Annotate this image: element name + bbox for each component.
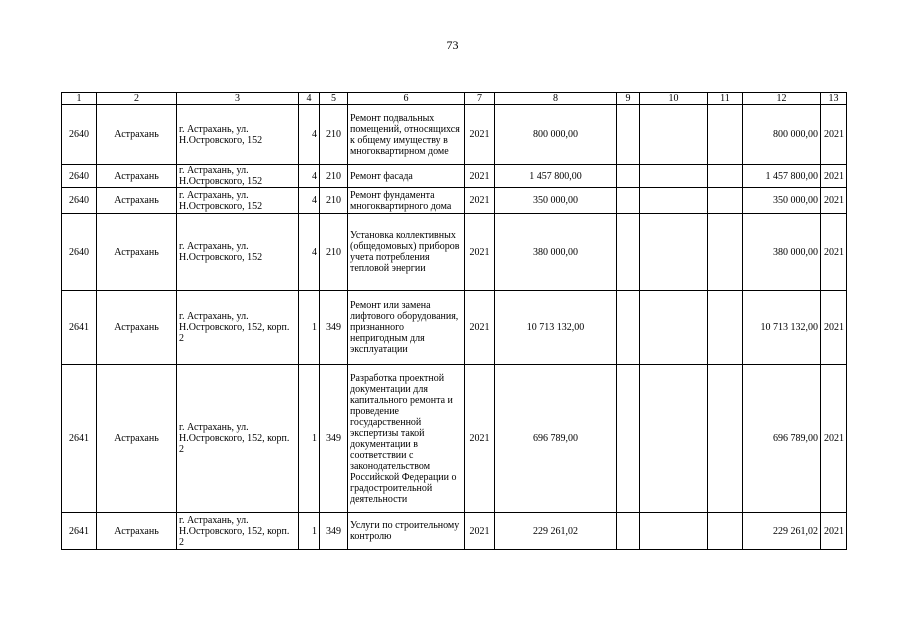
cell-work: Установка коллективных (общедомовых) приборов учета потребления тепловой энергии bbox=[348, 214, 465, 291]
cell-cost: 229 261,02 bbox=[495, 513, 617, 550]
cell-c10 bbox=[640, 365, 708, 513]
cell-year: 2021 bbox=[465, 188, 495, 214]
cell-address: г. Астрахань, ул. Н.Островского, 152 bbox=[177, 105, 299, 165]
col-header: 10 bbox=[640, 93, 708, 105]
col-header: 1 bbox=[62, 93, 97, 105]
cell-floors: 4 bbox=[299, 188, 320, 214]
cell-year-end: 2021 bbox=[821, 214, 847, 291]
cell-id: 2640 bbox=[62, 105, 97, 165]
cell-city: Астрахань bbox=[97, 188, 177, 214]
cell-floors: 4 bbox=[299, 165, 320, 188]
cell-cost: 10 713 132,00 bbox=[495, 291, 617, 365]
cell-total: 1 457 800,00 bbox=[743, 165, 821, 188]
cell-address: г. Астрахань, ул. Н.Островского, 152, корп. 2 bbox=[177, 291, 299, 365]
col-header: 2 bbox=[97, 93, 177, 105]
cell-cost: 696 789,00 bbox=[495, 365, 617, 513]
cell-city: Астрахань bbox=[97, 513, 177, 550]
cell-c10 bbox=[640, 165, 708, 188]
cell-c11 bbox=[708, 513, 743, 550]
cell-total: 10 713 132,00 bbox=[743, 291, 821, 365]
cell-city: Астрахань bbox=[97, 105, 177, 165]
cell-c10 bbox=[640, 105, 708, 165]
col-header: 4 bbox=[299, 93, 320, 105]
cell-year-end: 2021 bbox=[821, 365, 847, 513]
cell-area: 210 bbox=[320, 105, 348, 165]
cell-c11 bbox=[708, 105, 743, 165]
col-header: 7 bbox=[465, 93, 495, 105]
table-row bbox=[62, 291, 847, 365]
cell-address: г. Астрахань, ул. Н.Островского, 152 bbox=[177, 188, 299, 214]
cell-year-end: 2021 bbox=[821, 513, 847, 550]
table-row bbox=[62, 214, 847, 291]
cell-area: 349 bbox=[320, 291, 348, 365]
cell-area: 349 bbox=[320, 365, 348, 513]
cell-floors: 1 bbox=[299, 291, 320, 365]
cell-c9 bbox=[617, 214, 640, 291]
cell-c10 bbox=[640, 291, 708, 365]
col-header: 9 bbox=[617, 93, 640, 105]
cell-c9 bbox=[617, 165, 640, 188]
cell-city: Астрахань bbox=[97, 291, 177, 365]
cell-id: 2641 bbox=[62, 513, 97, 550]
cell-c11 bbox=[708, 214, 743, 291]
cell-c10 bbox=[640, 513, 708, 550]
table-row bbox=[62, 165, 847, 188]
cell-area: 349 bbox=[320, 513, 348, 550]
cell-year-end: 2021 bbox=[821, 105, 847, 165]
cell-floors: 4 bbox=[299, 105, 320, 165]
cell-c11 bbox=[708, 291, 743, 365]
cell-year-end: 2021 bbox=[821, 188, 847, 214]
table-row bbox=[62, 188, 847, 214]
cell-total: 696 789,00 bbox=[743, 365, 821, 513]
cell-year: 2021 bbox=[465, 513, 495, 550]
cell-c9 bbox=[617, 291, 640, 365]
cell-work: Ремонт подвальных помещений, относящихся к общему имуществу в многоквартирном доме bbox=[348, 105, 465, 165]
cell-year-end: 2021 bbox=[821, 291, 847, 365]
header-row bbox=[62, 93, 847, 105]
cell-city: Астрахань bbox=[97, 214, 177, 291]
table-row bbox=[62, 365, 847, 513]
col-header: 5 bbox=[320, 93, 348, 105]
cell-address: г. Астрахань, ул. Н.Островского, 152, корп. 2 bbox=[177, 513, 299, 550]
cell-total: 380 000,00 bbox=[743, 214, 821, 291]
cell-area: 210 bbox=[320, 214, 348, 291]
table-row bbox=[62, 513, 847, 550]
cell-city: Астрахань bbox=[97, 365, 177, 513]
cell-year: 2021 bbox=[465, 214, 495, 291]
cell-cost: 1 457 800,00 bbox=[495, 165, 617, 188]
cell-year: 2021 bbox=[465, 165, 495, 188]
cell-id: 2641 bbox=[62, 365, 97, 513]
cell-c9 bbox=[617, 365, 640, 513]
cell-id: 2640 bbox=[62, 165, 97, 188]
cell-floors: 1 bbox=[299, 365, 320, 513]
cell-work: Услуги по строительному контролю bbox=[348, 513, 465, 550]
cell-cost: 350 000,00 bbox=[495, 188, 617, 214]
col-header: 3 bbox=[177, 93, 299, 105]
table-row bbox=[62, 105, 847, 165]
col-header: 8 bbox=[495, 93, 617, 105]
cell-year: 2021 bbox=[465, 291, 495, 365]
capital-repair-table bbox=[61, 92, 847, 550]
cell-address: г. Астрахань, ул. Н.Островского, 152, корп. 2 bbox=[177, 365, 299, 513]
cell-work: Ремонт фундамента многоквартирного дома bbox=[348, 188, 465, 214]
cell-work: Ремонт фасада bbox=[348, 165, 465, 188]
cell-year-end: 2021 bbox=[821, 165, 847, 188]
page-number: 73 bbox=[446, 38, 459, 52]
cell-floors: 4 bbox=[299, 214, 320, 291]
cell-c9 bbox=[617, 188, 640, 214]
cell-total: 229 261,02 bbox=[743, 513, 821, 550]
cell-c11 bbox=[708, 365, 743, 513]
col-header: 6 bbox=[348, 93, 465, 105]
cell-total: 800 000,00 bbox=[743, 105, 821, 165]
cell-address: г. Астрахань, ул. Н.Островского, 152 bbox=[177, 165, 299, 188]
cell-id: 2640 bbox=[62, 214, 97, 291]
cell-address: г. Астрахань, ул. Н.Островского, 152 bbox=[177, 214, 299, 291]
cell-cost: 800 000,00 bbox=[495, 105, 617, 165]
cell-c11 bbox=[708, 165, 743, 188]
cell-c11 bbox=[708, 188, 743, 214]
cell-id: 2641 bbox=[62, 291, 97, 365]
cell-c10 bbox=[640, 188, 708, 214]
cell-cost: 380 000,00 bbox=[495, 214, 617, 291]
col-header: 12 bbox=[743, 93, 821, 105]
cell-id: 2640 bbox=[62, 188, 97, 214]
cell-c10 bbox=[640, 214, 708, 291]
col-header: 11 bbox=[708, 93, 743, 105]
cell-year: 2021 bbox=[465, 105, 495, 165]
cell-work: Разработка проектной документации для капитального ремонта и проведение государственной экспертизы такой документации в соответствии с законодательством Российской Федерации о градостроительной деятельности bbox=[348, 365, 465, 513]
cell-area: 210 bbox=[320, 188, 348, 214]
cell-c9 bbox=[617, 513, 640, 550]
cell-city: Астрахань bbox=[97, 165, 177, 188]
cell-c9 bbox=[617, 105, 640, 165]
cell-floors: 1 bbox=[299, 513, 320, 550]
cell-total: 350 000,00 bbox=[743, 188, 821, 214]
cell-work: Ремонт или замена лифтового оборудования, признанного непригодным для эксплуатации bbox=[348, 291, 465, 365]
cell-area: 210 bbox=[320, 165, 348, 188]
col-header: 13 bbox=[821, 93, 847, 105]
cell-year: 2021 bbox=[465, 365, 495, 513]
